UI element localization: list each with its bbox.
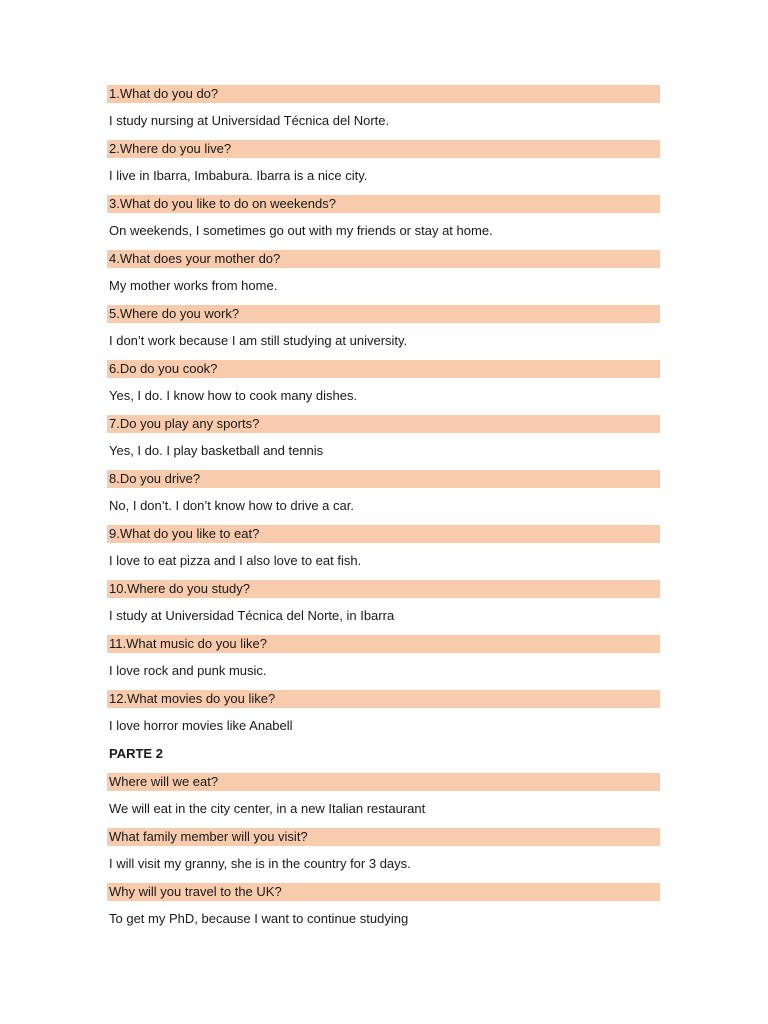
part-2-section (107, 773, 660, 928)
answer-line: Yes, I do. I know how to cook many dishes. (109, 388, 358, 403)
question-line: 5.Where do you work? (107, 305, 660, 323)
question-line: Where will we eat? (107, 773, 660, 791)
answer-line: On weekends, I sometimes go out with my friends or stay at home. (109, 223, 493, 238)
question-line: 3.What do you like to do on weekends? (107, 195, 660, 213)
question-line: 2.Where do you live? (107, 140, 660, 158)
question-line: Why will you travel to the UK? (107, 883, 660, 901)
question-line: 11.What music do you like? (107, 635, 660, 653)
question-line: 8.Do you drive? (107, 470, 660, 488)
answer-line: I study at Universidad Técnica del Norte, in Ibarra (109, 608, 395, 623)
part-1-section (107, 85, 660, 735)
answer-line: To get my PhD, because I want to continue studying (109, 911, 409, 926)
answer-line: We will eat in the city center, in a new Italian restaurant (109, 801, 426, 816)
question-line: What family member will you visit? (107, 828, 660, 846)
answer-line: I love to eat pizza and I also love to eat fish. (109, 553, 362, 568)
answer-line: I love horror movies like Anabell (109, 718, 293, 733)
question-line: 9.What do you like to eat? (107, 525, 660, 543)
answer-line: I study nursing at Universidad Técnica del Norte. (109, 113, 390, 128)
document-page (107, 85, 660, 938)
answer-line: No, I don’t. I don’t know how to drive a car. (109, 498, 354, 513)
question-line: 6.Do do you cook? (107, 360, 660, 378)
answer-line: I don’t work because I am still studying at university. (109, 333, 408, 348)
question-line: 1.What do you do? (107, 85, 660, 103)
answer-line: I love rock and punk music. (109, 663, 267, 678)
question-line: 12.What movies do you like? (107, 690, 660, 708)
question-line: 10.Where do you study? (107, 580, 660, 598)
answer-line: I live in Ibarra, Imbabura. Ibarra is a nice city. (109, 168, 368, 183)
part-2-heading: PARTE 2 (109, 746, 163, 761)
question-line: 7.Do you play any sports? (107, 415, 660, 433)
answer-line: I will visit my granny, she is in the country for 3 days. (109, 856, 411, 871)
answer-line: My mother works from home. (109, 278, 278, 293)
question-line: 4.What does your mother do? (107, 250, 660, 268)
answer-line: Yes, I do. I play basketball and tennis (109, 443, 324, 458)
